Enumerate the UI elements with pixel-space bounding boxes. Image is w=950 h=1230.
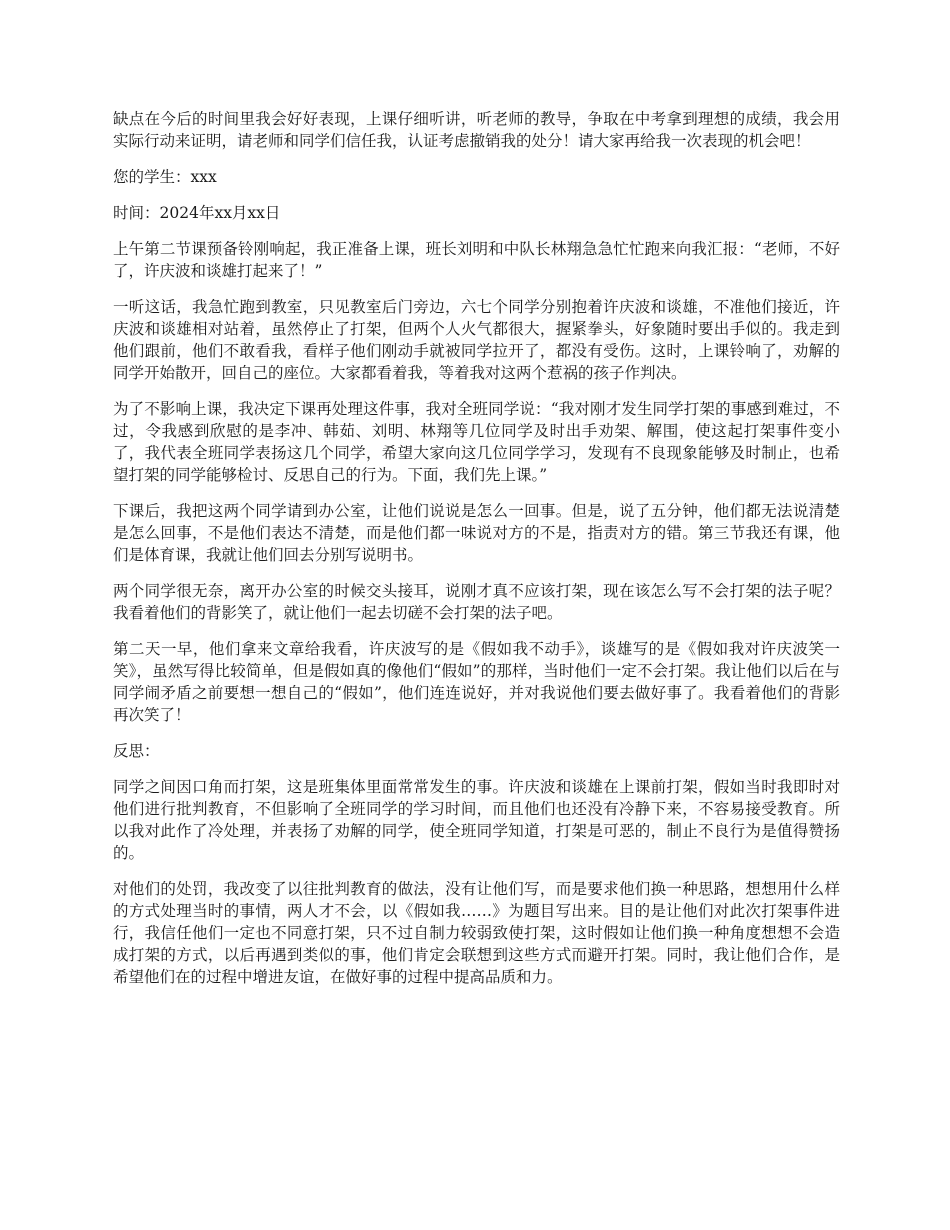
- paragraph-reflection-2: 对他们的处罚，我改变了以往批判教育的做法，没有让他们写，而是要求他们换一种思路，想想用什么样的方式处理当时的事情，两人才不会，以《假如我……》为题目写出来。目的是让他们对此次打架事件进行，我信任他们一定也不同意打架，只不过自制力较弱致使打架，这时假如让他们换一种角度想想不会造成打架的方式，以后再遇到类似的事，他们肯定会联想到这些方式而避开打架。同时，我让他们合作，是希望他们在的过程中增进友谊，在做好事的过程中提高品质和力。: [113, 880, 840, 986]
- paragraph-next-day: 第二天一早，他们拿来文章给我看，许庆波写的是《假如我不动手》，谈雄写的是《假如我对许庆波笑一笑》，虽然写得比较简单，但是假如真的像他们“假如”的那样，当时他们一定不会打架。我让他们以后在与同学闹矛盾之前要想一想自己的“假如”，他们连连说好，并对我说他们要去做好事了。我看着他们的背影再次笑了！: [113, 640, 840, 724]
- paragraph-reflection-heading: 反思：: [113, 742, 160, 760]
- paragraph-teacher-speech: 为了不影响上课，我决定下课再处理这件事，我对全班同学说：“我对刚才发生同学打架的事感到难过，不过，令我感到欣慰的是李冲、韩茹、刘明、林翔等几位同学及时出手劝架、解围，使这起打架事件变小了，我代表全班同学表扬这几个同学，希望大家向这几位同学学习，发现有不良现象能够及时制止，也希望打架的同学能够检讨、反思自己的行为。下面，我们先上课。”: [113, 400, 840, 484]
- paragraph-date: 时间：2024年xx月xx日: [113, 204, 281, 222]
- paragraph-reflection-1: 同学之间因口角而打架，这是班集体里面常常发生的事。许庆波和谈雄在上课前打架，假如当时我即时对他们进行批判教育，不但影响了全班同学的学习时间，而且他们也还没有冷静下来，不容易接受教育。所以我对此作了冷处理，并表扬了劝解的同学，使全班同学知道，打架是可恶的，制止不良行为是值得赞扬的。: [113, 778, 840, 862]
- paragraph-students-leave: 两个同学很无奈，离开办公室的时候交头接耳，说刚才真不应该打架，现在该怎么写不会打架的法子呢？我看着他们的背影笑了，就让他们一起去切磋不会打架的法子吧。: [113, 582, 840, 622]
- paragraph-closing-promise: 缺点在今后的时间里我会好好表现，上课仔细听讲，听老师的教导，争取在中考拿到理想的成绩，我会用实际行动来证明，请老师和同学们信任我，认证考虑撤销我的处分！请大家再给我一次表现的机会吧！: [113, 110, 840, 150]
- paragraph-office-talk: 下课后，我把这两个同学请到办公室，让他们说说是怎么一回事。但是，说了五分钟，他们都无法说清楚是怎么回事，不是他们表达不清楚，而是他们都一味说对方的不是，指责对方的错。第三节我还有课，他们是体育课，我就让他们回去分别写说明书。: [113, 502, 840, 564]
- paragraph-signature: 您的学生：xxx: [113, 168, 217, 186]
- paragraph-classroom-scene: 一听这话，我急忙跑到教室，只见教室后门旁边，六七个同学分别抱着许庆波和谈雄，不准他们接近，许庆波和谈雄相对站着，虽然停止了打架，但两个人火气都很大，握紧拳头，好象随时要出手似的。我走到他们跟前，他们不敢看我，看样子他们刚动手就被同学拉开了，都没有受伤。这时，上课铃响了，劝解的同学开始散开，回自己的座位。大家都看着我，等着我对这两个惹祸的孩子作判决。: [113, 298, 840, 382]
- paragraph-incident-report: 上午第二节课预备铃刚响起，我正准备上课，班长刘明和中队长林翔急急忙忙跑来向我汇报：“老师，不好了，许庆波和谈雄打起来了！”: [113, 240, 840, 280]
- document-body: [113, 108, 840, 1002]
